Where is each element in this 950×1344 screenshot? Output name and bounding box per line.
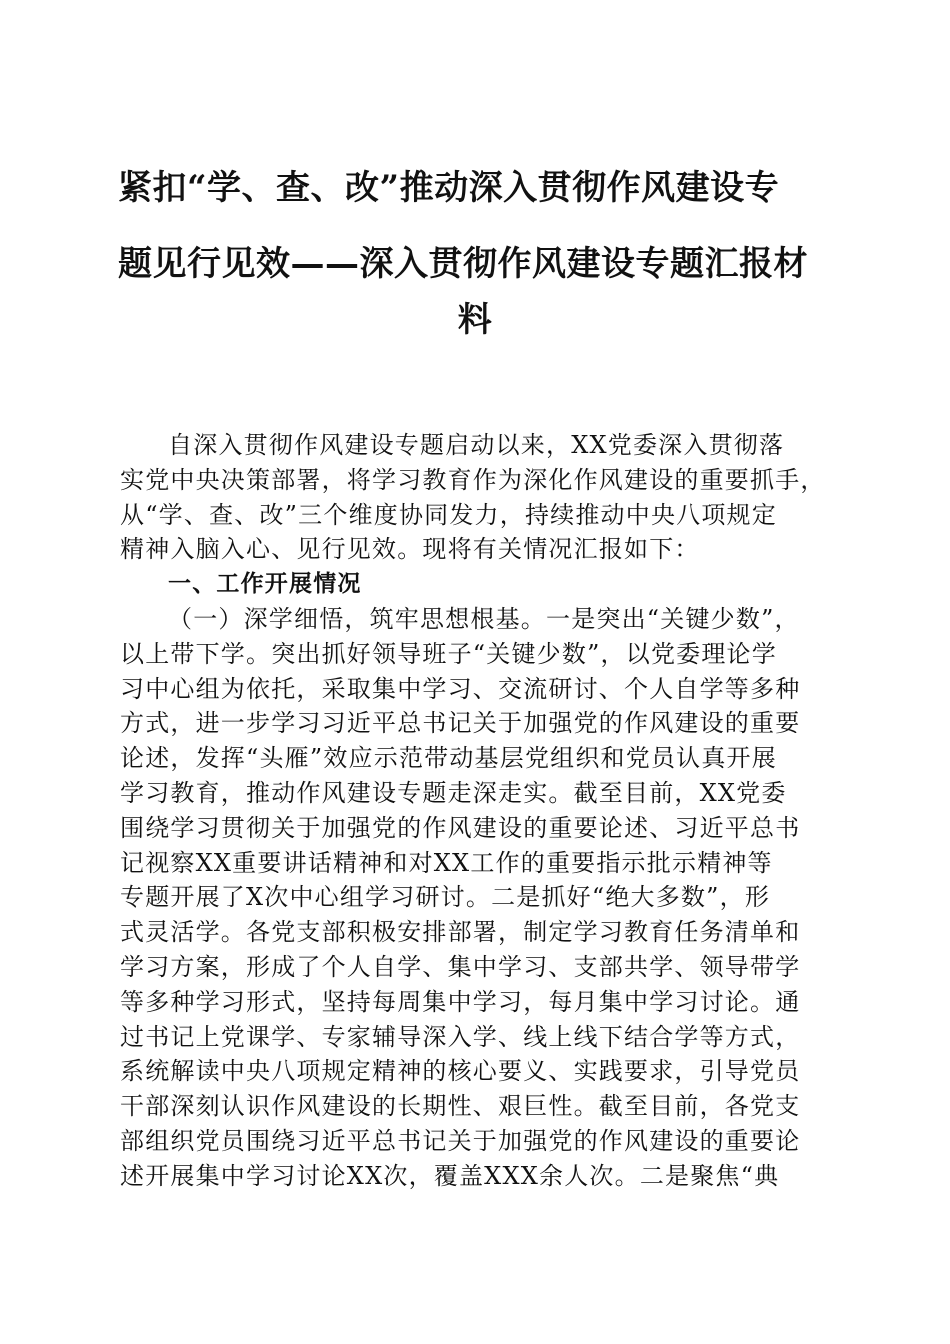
- intro-line-1: 自深入贯彻作风建设专题启动以来，XX党委深入贯彻落: [168, 431, 785, 459]
- section-heading: 一、工作开展情况: [168, 571, 362, 598]
- section-line-14: 系统解读中央八项规定精神的核心要义、实践要求，引导党员: [120, 1057, 801, 1086]
- section-line-8: 记视察XX重要讲话精神和对XX工作的重要指示批示精神等: [120, 848, 773, 877]
- section-line-17: 述开展集中学习讨论XX次，覆盖XXX余人次。二是聚焦“典: [120, 1161, 780, 1190]
- section-line-13: 过书记上党课学、专家辅导深入学、线上线下结合学等方式，: [120, 1022, 801, 1051]
- section-line-12: 等多种学习形式，坚持每周集中学习，每月集中学习讨论。通: [120, 987, 801, 1016]
- intro-line-2: 实党中央决策部署，将学习教育作为深化作风建设的重要抓手，: [120, 465, 826, 494]
- section-line-4: 方式，进一步学习习近平总书记关于加强党的作风建设的重要: [120, 709, 801, 738]
- section-line-7: 围绕学习贯彻关于加强党的作风建设的重要论述、习近平总书: [120, 813, 801, 842]
- title-line-2: 题见行见效——深入贯彻作风建设专题汇报材: [118, 244, 808, 284]
- section-line-16: 部组织党员围绕习近平总书记关于加强党的作风建设的重要论: [120, 1126, 801, 1155]
- document-title: [100, 160, 850, 348]
- section-line-10: 式灵活学。各党支部积极安排部署，制定学习教育任务清单和: [120, 918, 801, 947]
- intro-line-3: 从“学、查、改”三个维度协同发力，持续推动中央八项规定: [120, 500, 777, 529]
- section-line-3: 习中心组为依托，采取集中学习、交流研讨、个人自学等多种: [120, 674, 801, 703]
- section-line-11: 学习方案，形成了个人自学、集中学习、支部共学、领导带学: [120, 952, 801, 981]
- section-line-6: 学习教育，推动作风建设专题走深走实。截至目前，XX党委: [120, 778, 787, 807]
- title-line-3: 料: [457, 300, 493, 340]
- document-body: [120, 428, 840, 1194]
- title-line-1: 紧扣“学、查、改”推动深入贯彻作风建设专: [118, 168, 780, 208]
- intro-line-4: 精神入脑入心、见行见效。现将有关情况汇报如下：: [120, 535, 700, 564]
- section-line-2: 以上带下学。突出抓好领导班子“关键少数”，以党委理论学: [120, 639, 777, 668]
- section-line-15: 干部深刻认识作风建设的长期性、艰巨性。截至目前，各党支: [120, 1092, 801, 1121]
- section-line-1: （一）深学细悟，筑牢思想根基。一是突出“关键少数”，: [168, 604, 800, 633]
- section-line-9: 专题开展了X次中心组学习研讨。二是抓好“绝大多数”，形: [120, 883, 771, 912]
- section-line-5: 论述，发挥“头雁”效应示范带动基层党组织和党员认真开展: [120, 744, 777, 773]
